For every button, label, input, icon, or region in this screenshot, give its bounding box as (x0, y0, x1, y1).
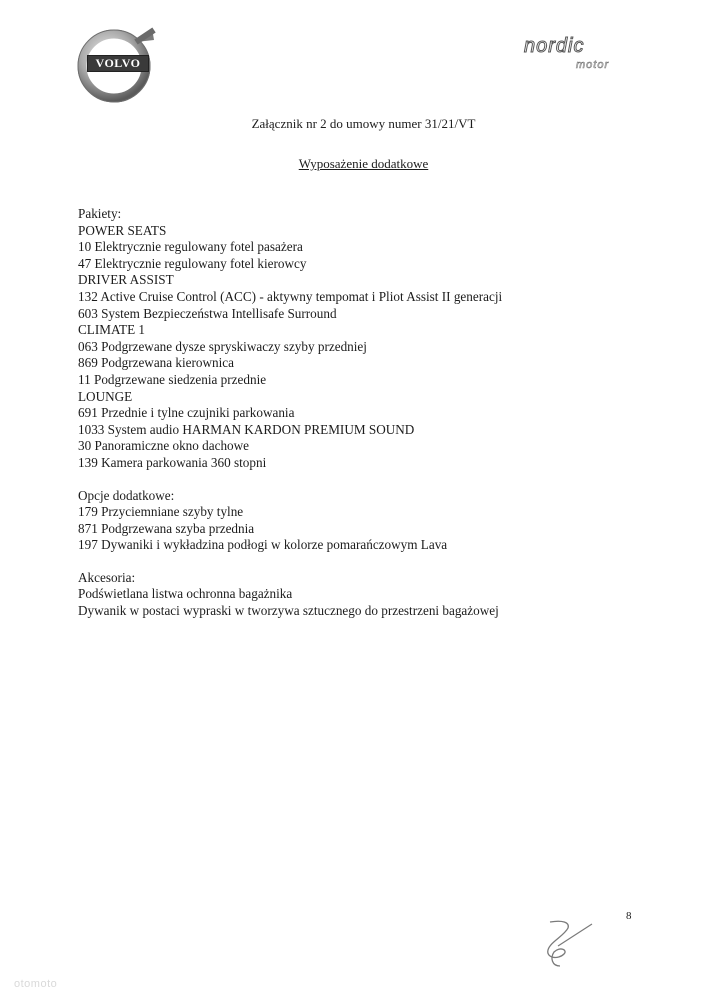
accessories-section (78, 570, 638, 620)
package-name: CLIMATE 1 (78, 322, 146, 338)
document-subtitle-text: Wyposażenie dodatkowe (298, 156, 429, 171)
motor-wordmark: motor (576, 59, 610, 71)
list-item: 139 Kamera parkowania 360 stopni (78, 454, 267, 470)
list-item: 179 Przyciemniane szyby tylne (78, 504, 244, 520)
volvo-wordmark: VOLVO (87, 55, 149, 72)
packages-section (78, 206, 638, 472)
nordic-motor-logo (522, 34, 622, 74)
document-subtitle (0, 156, 727, 172)
list-item: 869 Podgrzewana kierownica (78, 355, 234, 371)
document-title: Załącznik nr 2 do umowy numer 31/21/VT (251, 116, 476, 131)
list-item: 10 Elektrycznie regulowany fotel pasażera (78, 239, 303, 255)
list-item: Podświetlana listwa ochronna bagażnika (78, 586, 293, 602)
handwritten-initials (540, 916, 600, 970)
section-heading-options: Opcje dodatkowe: (78, 487, 175, 503)
section-heading-packages: Pakiety: (78, 206, 122, 221)
list-item: 197 Dywaniki i wykładzina podłogi w kolorze pomarańczowym Lava (78, 537, 448, 553)
section-heading-accessories: Akcesoria: (78, 569, 136, 585)
list-item: 132 Active Cruise Control (ACC) - aktywny tempomat i Pliot Assist II generacji (78, 288, 503, 304)
list-item: 063 Podgrzewane dysze spryskiwaczy szyby przedniej (78, 338, 367, 354)
list-item: 871 Podgrzewana szyba przednia (78, 520, 255, 536)
list-item: 47 Elektrycznie regulowany fotel kierowcy (78, 255, 307, 271)
options-section (78, 488, 638, 554)
package-name: LOUNGE (78, 388, 133, 404)
watermark: otomoto (14, 978, 58, 990)
list-item: 603 System Bezpieczeństwa Intellisafe Surround (78, 305, 337, 321)
list-item: 11 Podgrzewane siedzenia przednie (78, 371, 267, 387)
list-item: 691 Przednie i tylne czujniki parkowania (78, 405, 295, 421)
page-number: 8 (626, 910, 632, 922)
nordic-wordmark: nordic (524, 35, 585, 57)
equipment-list (78, 206, 638, 620)
list-item: 1033 System audio HARMAN KARDON PREMIUM SOUND (78, 421, 415, 437)
package-name: DRIVER ASSIST (78, 272, 174, 288)
list-item: 30 Panoramiczne okno dachowe (78, 438, 250, 454)
package-name: POWER SEATS (78, 222, 167, 238)
volvo-logo (74, 22, 160, 104)
list-item: Dywanik w postaci wypraski w tworzywa sztucznego do przestrzeni bagażowej (78, 603, 499, 619)
